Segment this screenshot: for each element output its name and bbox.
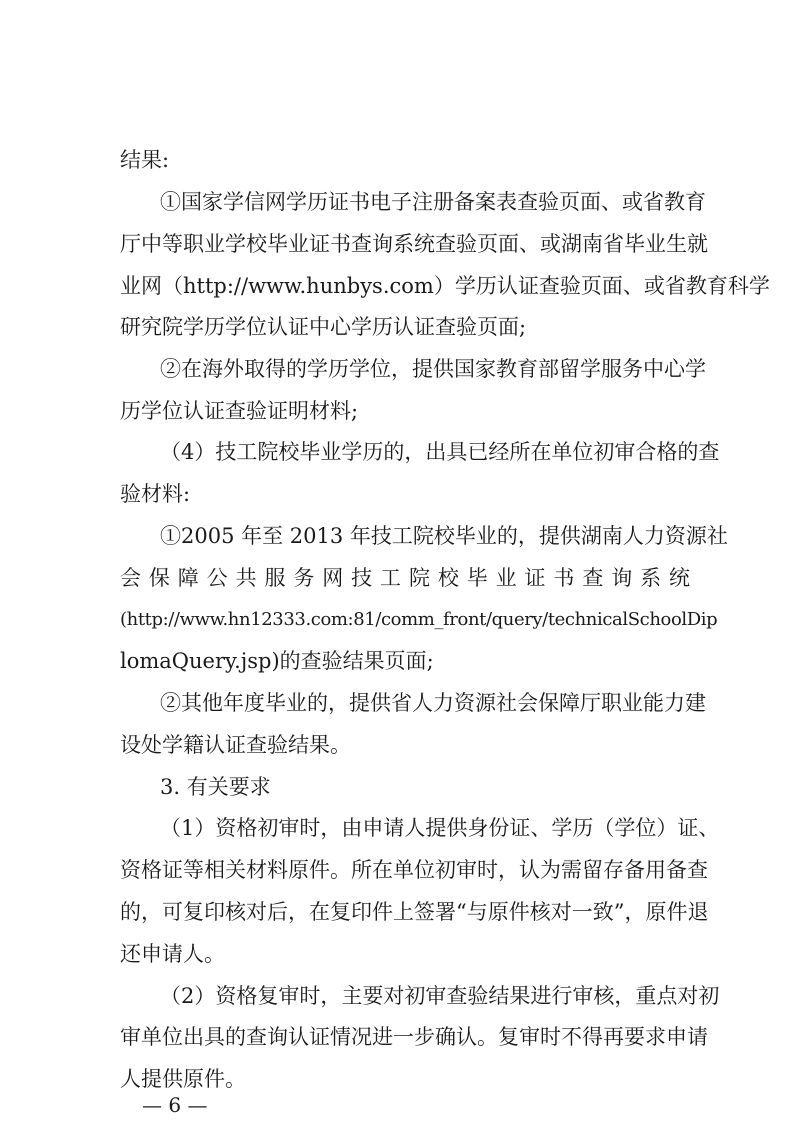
- text-line: ②其他年度毕业的，提供省人力资源社会保障厅职业能力建: [160, 691, 706, 715]
- text-line: 审单位出具的查询认证情况进一步确认。复审时不得再要求申请: [120, 1025, 708, 1049]
- text-line: lomaQuery.jsp)的查验结果页面;: [120, 649, 434, 673]
- text-line: 会保障公共服务网技工院校毕业证书查询系统: [120, 566, 690, 590]
- text-line: ①国家学信网学历证书电子注册备案表查验页面、或省教育: [160, 190, 706, 214]
- text-line: 的，可复印核对后，在复印件上签署“与原件核对一致”，原件退: [120, 900, 709, 924]
- text-line: 设处学籍认证查验结果。: [120, 733, 351, 757]
- text-line: 结果:: [120, 148, 170, 172]
- section-heading: 3. 有关要求: [160, 775, 271, 799]
- text-line: （4）技工院校毕业学历的，出具已经所在单位初审合格的查: [160, 440, 720, 464]
- text-line: 资格证等相关材料原件。所在单位初审时，认为需留存备用备查: [120, 858, 708, 882]
- text-line: 验材料:: [120, 482, 191, 506]
- text-line: （1）资格初审时，由申请人提供身份证、学历（学位）证、: [160, 816, 720, 840]
- text-line: 人提供原件。: [120, 1067, 246, 1091]
- text-line: ②在海外取得的学历学位，提供国家教育部留学服务中心学: [160, 357, 706, 381]
- text-line: 历学位认证查验证明材料;: [120, 399, 359, 423]
- text-line: （2）资格复审时，主要对初审查验结果进行审核，重点对初: [160, 984, 720, 1008]
- text-line: 研究院学历学位认证中心学历认证查验页面;: [120, 315, 527, 339]
- text-line: (http://www.hn12333.com:81/comm_front/query/technicalSchoolDip: [120, 609, 718, 630]
- text-line: 厅中等职业学校毕业证书查询系统查验页面、或湖南省毕业生就: [120, 232, 708, 256]
- text-line: ①2005 年至 2013 年技工院校毕业的，提供湖南人力资源社: [160, 524, 728, 548]
- page-number: — 6 —: [142, 1093, 208, 1117]
- text-line: 业网（http://www.hunbys.com）学历认证查验页面、或省教育科学: [120, 274, 770, 298]
- text-line: 还申请人。: [120, 942, 225, 966]
